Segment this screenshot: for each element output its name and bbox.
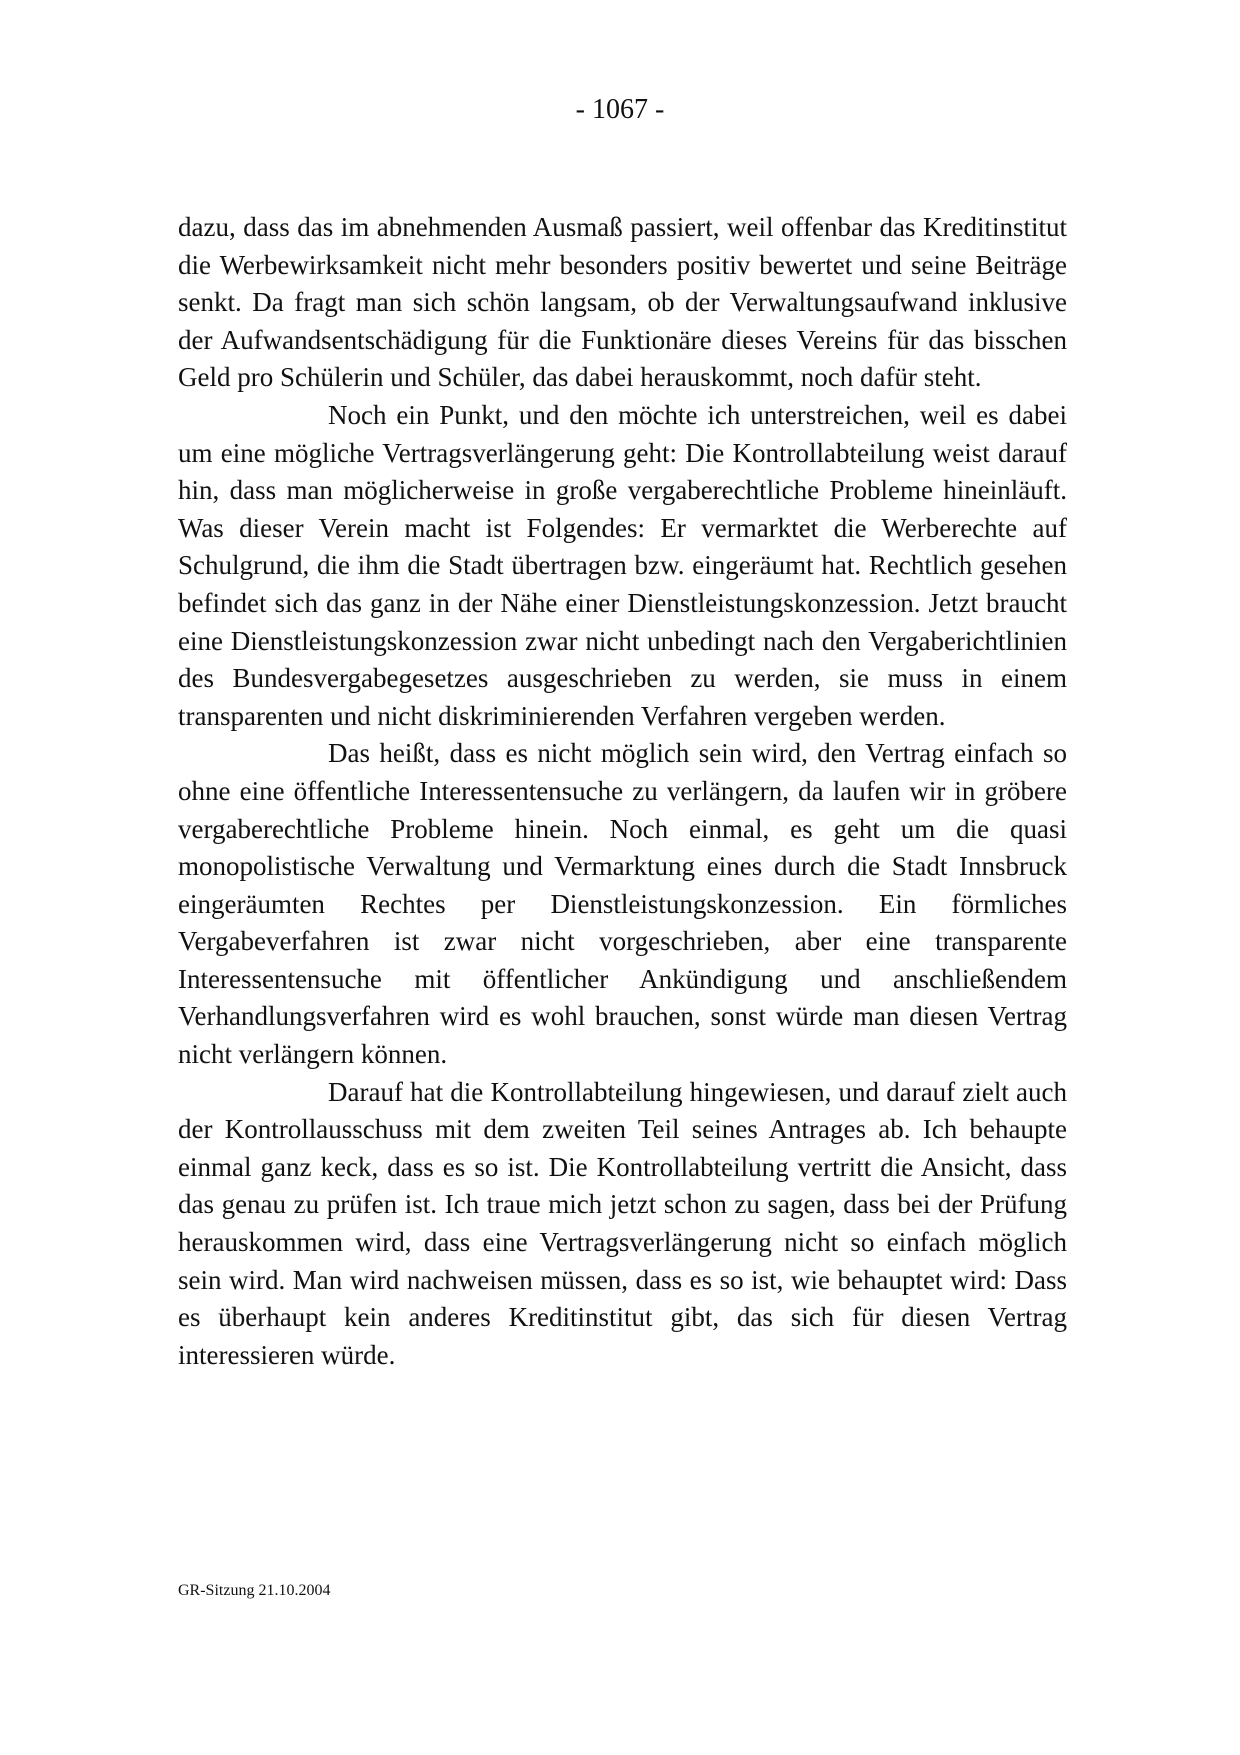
page-number: - 1067 - bbox=[575, 94, 665, 125]
paragraph-3: Das heißt, dass es nicht möglich sein wird, den Vertrag einfach so ohne eine öffentliche Interessentensuche zu verlängern, da laufen wir in gröbere vergaberechtliche Probleme hinein. Noch einmal, es geht um die quasi monopolistische Verwaltung und Vermarktung eines durch die Stadt Innsbruck eingeräumten Rechtes per Dienstleistungskonzession. Ein förmliches Vergabeverfahren ist zwar nicht vorgeschrieben, aber eine transparente Interessentensuche mit öffentlicher Ankündigung und anschließendem Verhandlungsverfahren wird es wohl brauchen, sonst würde man diesen Vertrag nicht verlängern können. bbox=[178, 738, 1067, 1070]
footer-session-date: GR-Sitzung 21.10.2004 bbox=[178, 1582, 331, 1599]
paragraph-4: Darauf hat die Kontrollabteilung hingewiesen, und darauf zielt auch der Kontrollausschuss mit dem zweiten Teil seines Antrages ab. Ich behaupte einmal ganz keck, dass es so ist. Die Kontrollabteilung vertritt die Ansicht, dass das genau zu prüfen ist. Ich traue mich jetzt schon zu sagen, dass bei der Prüfung herauskommen wird, dass eine Vertragsverlängerung nicht so einfach möglich sein wird. Man wird nachweisen müssen, dass es so ist, wie behauptet wird: Dass es überhaupt kein anderes Kreditinstitut gibt, das sich für diesen Vertrag interessieren würde. bbox=[178, 1076, 1067, 1370]
body-text bbox=[178, 209, 1067, 1374]
paragraph-1: dazu, dass das im abnehmenden Ausmaß passiert, weil offenbar das Kreditinstitut die Werbewirksamkeit nicht mehr besonders positiv bewertet und seine Beiträge senkt. Da fragt man sich schön langsam, ob der Verwaltungsaufwand inklusive der Aufwandsentschädigung für die Funktionäre dieses Vereins für das bisschen Geld pro Schülerin und Schüler, das dabei herauskommt, noch dafür steht. bbox=[178, 212, 1067, 393]
paragraph-2: Noch ein Punkt, und den möchte ich unterstreichen, weil es dabei um eine mögliche Vertragsverlängerung geht: Die Kontrollabteilung weist darauf hin, dass man möglicherweise in große vergaberechtliche Probleme hineinläuft. Was dieser Verein macht ist Folgendes: Er vermarktet die Werberechte auf Schulgrund, die ihm die Stadt übertragen bzw. eingeräumt hat. Rechtlich gesehen befindet sich das ganz in der Nähe einer Dienstleistungskonzession. Jetzt braucht eine Dienstleistungskonzession zwar nicht unbedingt nach den Vergaberichtlinien des Bundesvergabegesetzes ausgeschrieben zu werden, sie muss in einem transparenten und nicht diskriminierenden Verfahren vergeben werden. bbox=[178, 399, 1067, 731]
